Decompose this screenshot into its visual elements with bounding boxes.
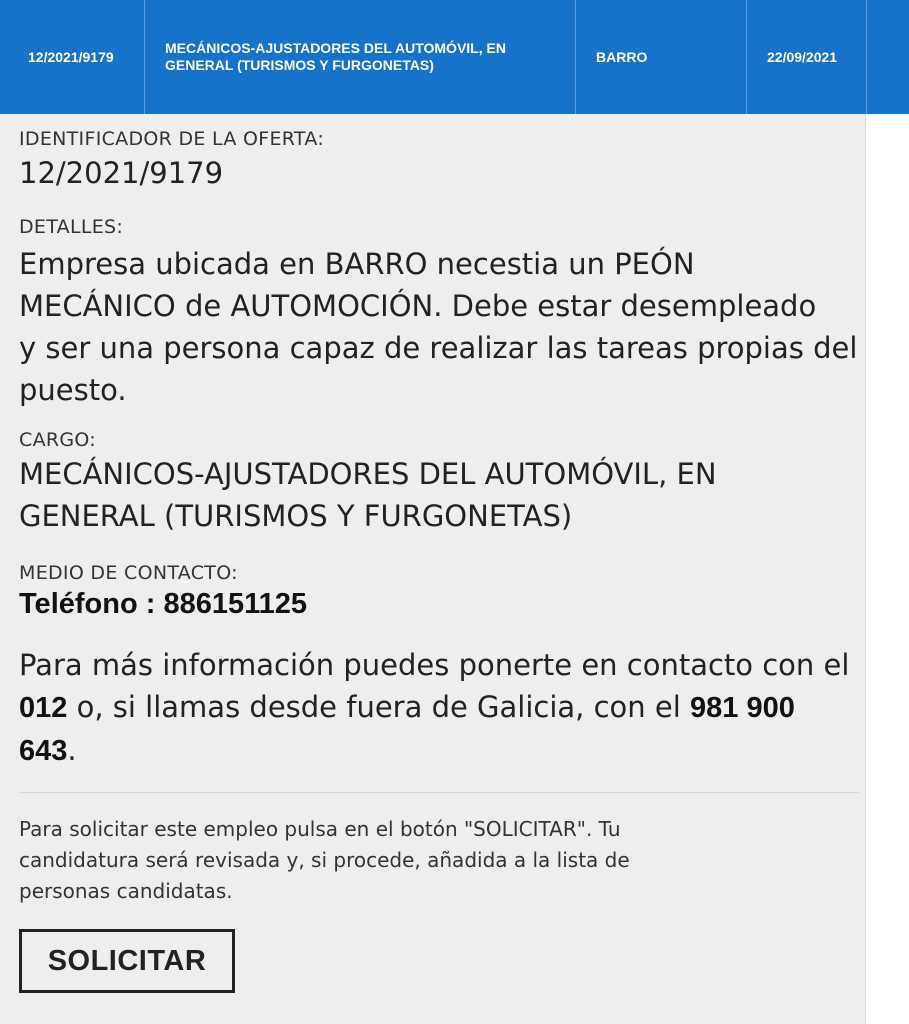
apply-note-line-3: personas candidatas.: [19, 879, 233, 903]
offer-cargo-line-2: GENERAL (TURISMOS Y FURGONETAS): [165, 57, 434, 73]
contact-phone[interactable]: Teléfono : 886151125: [19, 588, 308, 620]
apply-note: [19, 814, 739, 907]
id-value: 12/2021/9179: [19, 156, 224, 190]
cargo-line-1: MECÁNICOS-AJUSTADORES DEL AUTOMÓVIL, EN: [19, 457, 717, 491]
info-line-2: [19, 686, 879, 729]
contact-label: MEDIO DE CONTACTO:: [19, 562, 238, 584]
offer-details-panel: [0, 114, 866, 1024]
phone-external-b[interactable]: 643: [19, 735, 68, 767]
solicitar-button[interactable]: SOLICITAR: [19, 929, 235, 993]
offer-id-cell: 12/2021/9179: [0, 0, 145, 114]
offer-cargo-cell: [145, 0, 576, 114]
details-line-3: y ser una persona capaz de realizar las tareas propias del: [19, 331, 858, 365]
phone-external-a[interactable]: 981 900: [690, 692, 795, 724]
cargo-text: [19, 453, 717, 537]
details-line-1: Empresa ubicada en BARRO necestia un PEÓN: [19, 247, 695, 281]
offer-date-cell: 22/09/2021: [747, 0, 867, 114]
section-divider: [19, 792, 859, 793]
cargo-label: CARGO:: [19, 429, 97, 451]
offer-extra-cell: [867, 0, 909, 114]
details-line-2: MECÁNICO de AUTOMOCIÓN. Debe estar desempleado: [19, 289, 817, 323]
details-label: DETALLES:: [19, 216, 124, 238]
apply-note-line-1: Para solicitar este empleo pulsa en el botón "SOLICITAR". Tu: [19, 817, 621, 841]
id-label: IDENTIFICADOR DE LA OFERTA:: [19, 128, 325, 150]
info-line-1: Para más información puedes ponerte en contacto con el: [19, 648, 850, 682]
info-mid-text: o, si llamas desde fuera de Galicia, con el: [67, 690, 691, 724]
details-text: [19, 243, 879, 411]
details-line-4: puesto.: [19, 373, 127, 407]
info-line-3: [19, 729, 879, 772]
phone-012[interactable]: 012: [19, 692, 68, 724]
apply-note-line-2: candidatura será revisada y, si procede, añadida a la lista de: [19, 848, 630, 872]
more-info-text: [19, 644, 879, 772]
offer-cargo-line-1: MECÁNICOS-AJUSTADORES DEL AUTOMÓVIL, EN: [165, 40, 506, 56]
cargo-line-2: GENERAL (TURISMOS Y FURGONETAS): [19, 499, 573, 533]
offer-summary-row[interactable]: [0, 0, 909, 114]
offer-location-cell: BARRO: [576, 0, 747, 114]
info-end: .: [67, 733, 77, 767]
